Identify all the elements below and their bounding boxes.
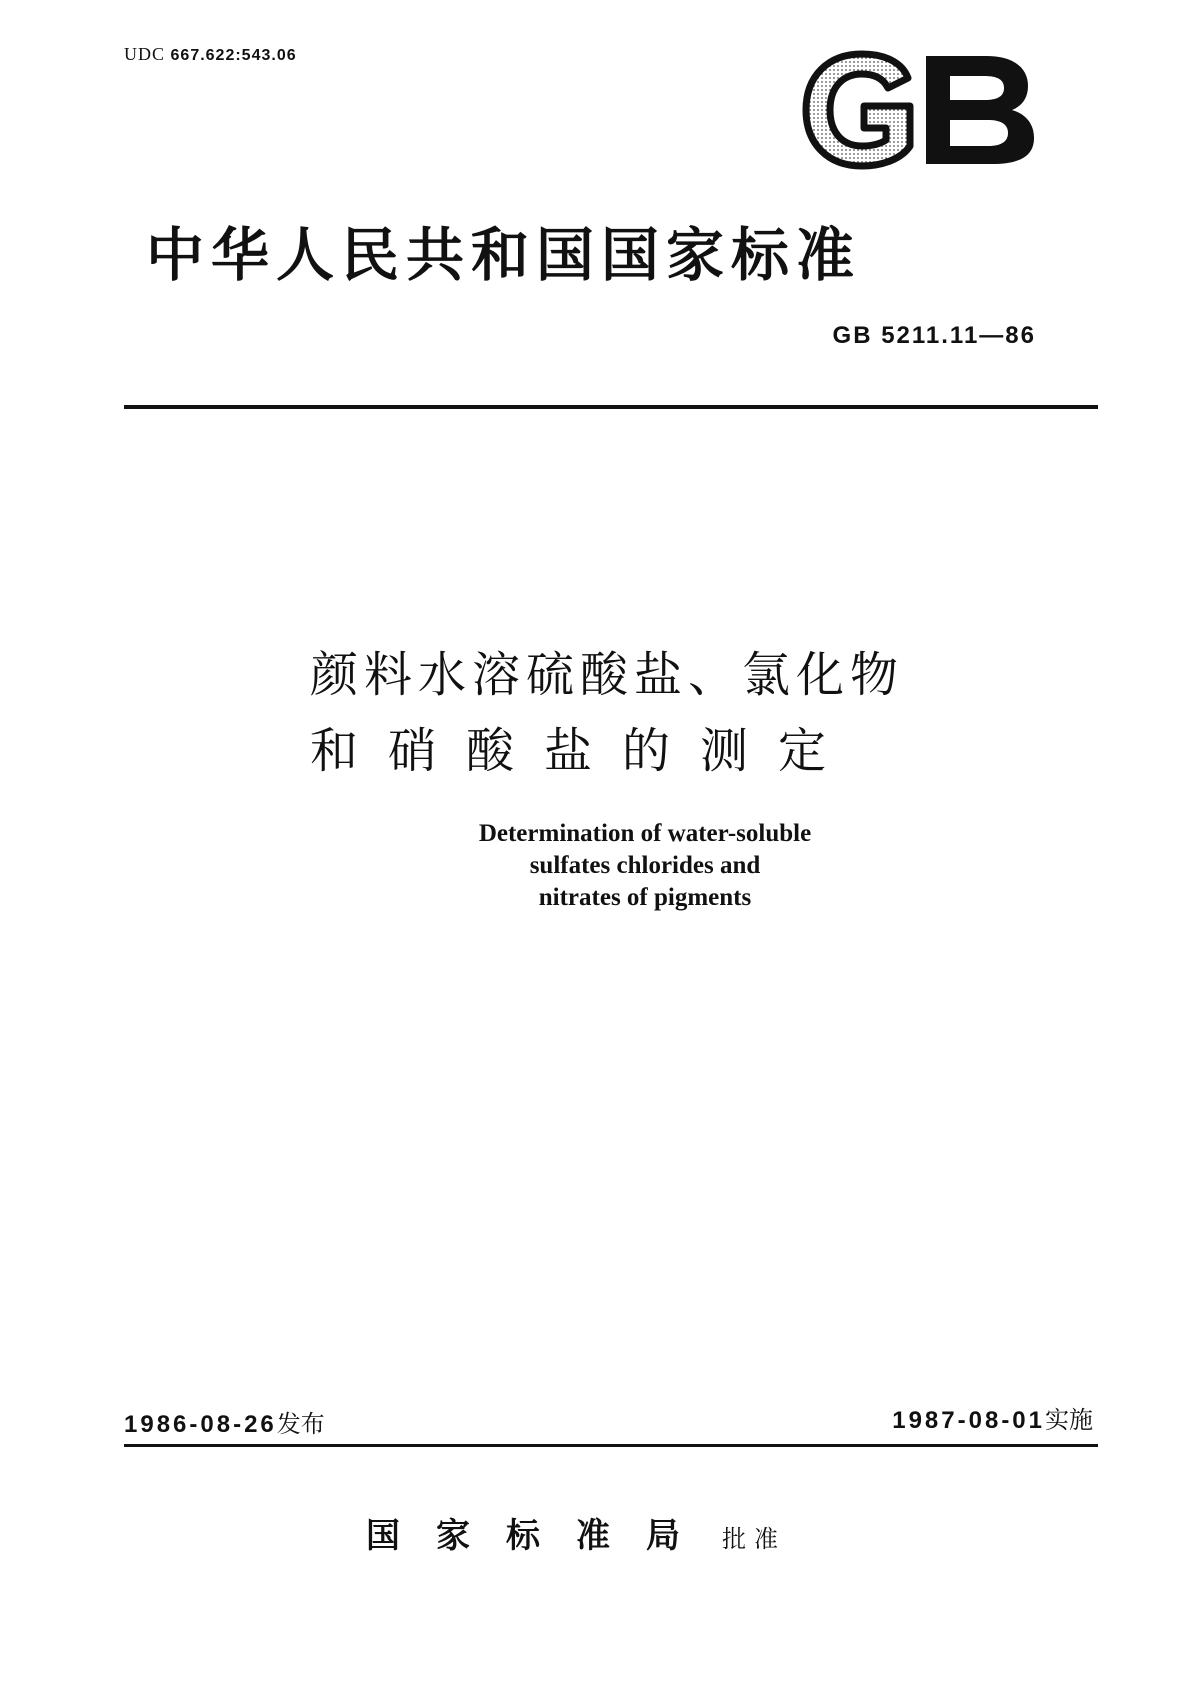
- chinese-title-line-1: 颜料水溶硫酸盐、氯化物: [310, 647, 905, 703]
- issue-date: [124, 1404, 325, 1439]
- approving-authority: 国家标准局: [366, 1516, 716, 1556]
- english-title-line-1: Determination of water-soluble: [478, 820, 812, 847]
- udc-classification: [124, 44, 297, 65]
- main-title: 中华人民共和国国家标准: [146, 221, 862, 289]
- effective-date: [892, 1400, 1093, 1435]
- english-title-line-3: nitrates of pigments: [538, 884, 752, 911]
- top-divider: [124, 405, 1098, 409]
- issue-date-suffix: 发布: [276, 1410, 325, 1438]
- standard-number: GB 5211.11—86: [832, 322, 1036, 349]
- effective-date-value: 1987-08-01: [892, 1407, 1045, 1434]
- english-title-line-2: sulfates chlorides and: [529, 852, 761, 879]
- effective-date-suffix: 实施: [1045, 1406, 1093, 1434]
- approval-line: [366, 1508, 786, 1557]
- udc-label: UDC: [124, 44, 166, 64]
- gb-logo-b-shape: [926, 56, 1034, 164]
- chinese-title-line-2: 和硝酸盐的测定: [310, 723, 857, 779]
- gb-logo-g-shape: [806, 54, 910, 166]
- bottom-divider: [124, 1444, 1098, 1447]
- udc-code: 667.622:543.06: [170, 47, 297, 64]
- english-title: [350, 818, 940, 914]
- issue-date-value: 1986-08-26: [124, 1411, 277, 1438]
- gb-logo-icon: [800, 48, 1040, 172]
- approved-label: 批准: [722, 1525, 786, 1553]
